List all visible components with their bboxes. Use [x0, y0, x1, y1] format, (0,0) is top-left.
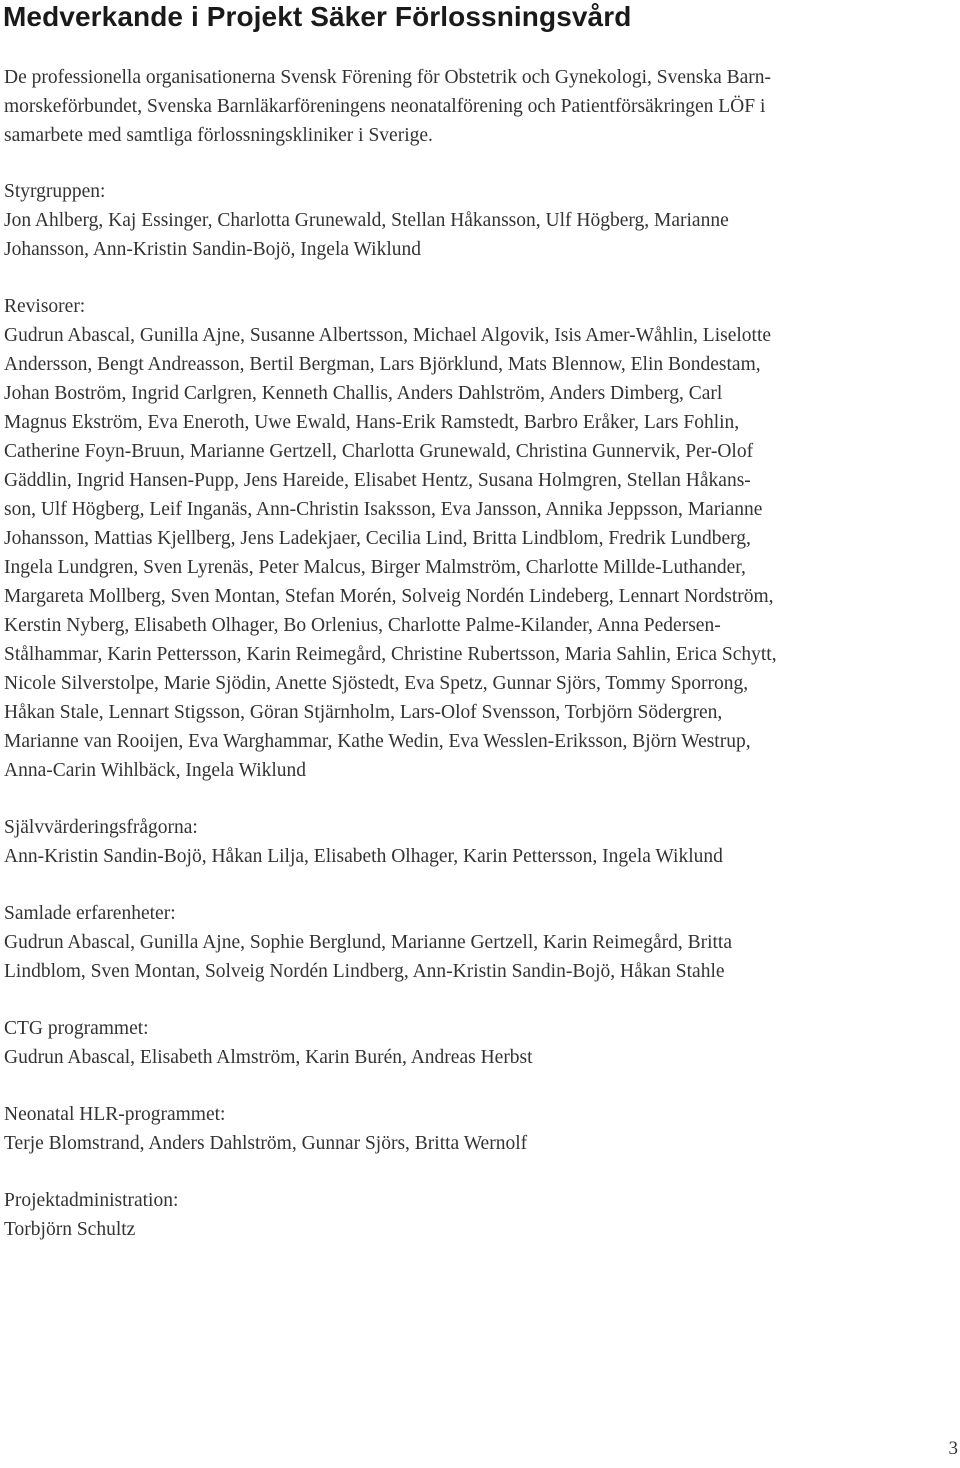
names-line: Catherine Foyn-Bruun, Marianne Gertzell, Charlotta Grunewald, Christina Gunnervik, Per-Olof	[4, 441, 754, 462]
names-line: Ingela Lundgren, Sven Lyrenäs, Peter Malcus, Birger Malmström, Charlotte Millde-Luthander,	[4, 557, 746, 578]
names-line: Anna-Carin Wihlbäck, Ingela Wiklund	[4, 760, 307, 781]
section-heading: Revisorer:	[4, 296, 86, 317]
contributor-section	[4, 813, 954, 871]
contributor-sections	[4, 177, 954, 1272]
names-line: Gudrun Abascal, Elisabeth Almström, Karin Burén, Andreas Herbst	[4, 1047, 533, 1068]
contributor-section	[4, 1186, 954, 1244]
intro-line: samarbete med samtliga förlossningskliniker i Sverige.	[4, 125, 433, 146]
names-line: Nicole Silverstolpe, Marie Sjödin, Anette Sjöstedt, Eva Spetz, Gunnar Sjörs, Tommy Sporrong,	[4, 673, 749, 694]
names-line: Gudrun Abascal, Gunilla Ajne, Susanne Albertsson, Michael Algovik, Isis Amer-Wåhlin, Liselotte	[4, 325, 772, 346]
section-heading: Samlade erfarenheter:	[4, 903, 176, 924]
intro-line: morskeförbundet, Svenska Barnläkarföreningens neonatalförening och Patientförsäkringen LÖF i	[4, 96, 766, 117]
section-heading: Neonatal HLR-programmet:	[4, 1104, 226, 1125]
intro-line: De professionella organisationerna Svensk Förening för Obstetrik och Gynekologi, Svenska Barn-	[4, 67, 772, 88]
names-line: Marianne van Rooijen, Eva Warghammar, Kathe Wedin, Eva Wesslen-Eriksson, Björn Westrup,	[4, 731, 751, 752]
names-line: Gäddlin, Ingrid Hansen-Pupp, Jens Hareide, Elisabet Hentz, Susana Holmgren, Stellan Håkans-	[4, 470, 751, 491]
names-line: Johan Boström, Ingrid Carlgren, Kenneth Challis, Anders Dahlström, Anders Dimberg, Carl	[4, 383, 723, 404]
contributor-section	[4, 1100, 954, 1158]
names-line: Stålhammar, Karin Pettersson, Karin Reimegård, Christine Rubertsson, Maria Sahlin, Erica Schytt,	[4, 644, 777, 665]
section-names	[4, 1129, 954, 1158]
intro-paragraph	[4, 63, 944, 150]
names-line: Terje Blomstrand, Anders Dahlström, Gunnar Sjörs, Britta Wernolf	[4, 1133, 528, 1154]
section-heading: Styrgruppen:	[4, 181, 106, 202]
names-line: Johansson, Mattias Kjellberg, Jens Ladekjaer, Cecilia Lind, Britta Lindblom, Fredrik Lundberg,	[4, 528, 751, 549]
contributor-section	[4, 177, 954, 264]
section-names	[4, 1043, 954, 1072]
contributor-section	[4, 899, 954, 986]
names-line: Andersson, Bengt Andreasson, Bertil Bergman, Lars Björklund, Mats Blennow, Elin Bondestam,	[4, 354, 761, 375]
page-title: Medverkande i Projekt Säker Förlossningsvård	[3, 1, 632, 32]
names-line: Magnus Ekström, Eva Eneroth, Uwe Ewald, Hans-Erik Ramstedt, Barbro Eråker, Lars Fohlin,	[4, 412, 740, 433]
names-line: Kerstin Nyberg, Elisabeth Olhager, Bo Orlenius, Charlotte Palme-Kilander, Anna Pedersen-	[4, 615, 721, 636]
names-line: Torbjörn Schultz	[4, 1219, 136, 1240]
names-line: Gudrun Abascal, Gunilla Ajne, Sophie Berglund, Marianne Gertzell, Karin Reimegård, Britta	[4, 932, 733, 953]
section-names	[4, 1215, 954, 1244]
names-line: Ann-Kristin Sandin-Bojö, Håkan Lilja, Elisabeth Olhager, Karin Pettersson, Ingela Wiklund	[4, 846, 723, 867]
names-line: Håkan Stale, Lennart Stigsson, Göran Stjärnholm, Lars-Olof Svensson, Torbjörn Södergren,	[4, 702, 723, 723]
names-line: Margareta Mollberg, Sven Montan, Stefan Morén, Solveig Nordén Lindeberg, Lennart Nordström,	[4, 586, 774, 607]
section-names	[4, 206, 954, 264]
names-line: son, Ulf Högberg, Leif Inganäs, Ann-Christin Isaksson, Eva Jansson, Annika Jeppsson, Marianne	[4, 499, 763, 520]
section-names	[4, 321, 954, 785]
names-line: Johansson, Ann-Kristin Sandin-Bojö, Ingela Wiklund	[4, 239, 422, 260]
contributor-section	[4, 292, 954, 785]
section-names	[4, 928, 954, 986]
contributor-section	[4, 1014, 954, 1072]
names-line: Lindblom, Sven Montan, Solveig Nordén Lindberg, Ann-Kristin Sandin-Bojö, Håkan Stahle	[4, 961, 725, 982]
section-heading: Självvärderingsfrågorna:	[4, 817, 198, 838]
section-heading: CTG programmet:	[4, 1018, 149, 1039]
page-number: 3	[948, 1438, 958, 1459]
section-names	[4, 842, 954, 871]
section-heading: Projektadministration:	[4, 1190, 179, 1211]
names-line: Jon Ahlberg, Kaj Essinger, Charlotta Grunewald, Stellan Håkansson, Ulf Högberg, Marianne	[4, 210, 729, 231]
